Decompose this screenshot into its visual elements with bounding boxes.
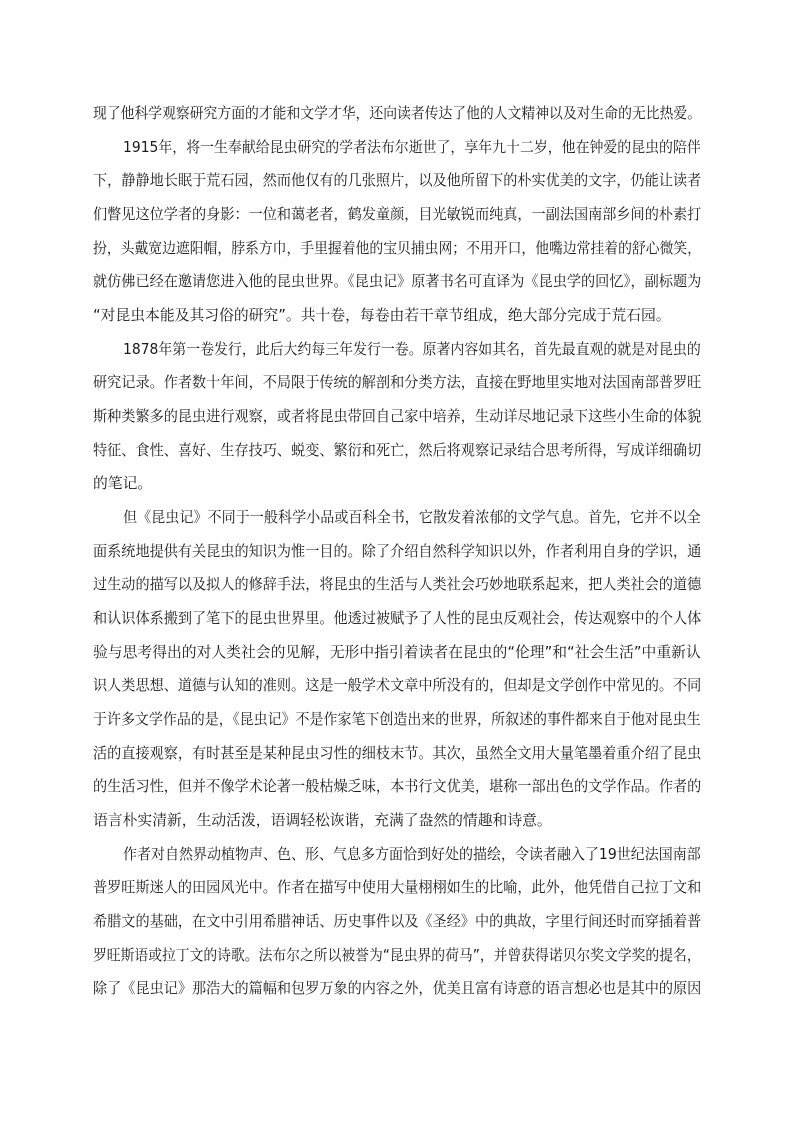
paragraph-line: 和认识体系搬到了笔下的昆虫世界里。他透过被赋予了人性的昆虫反观社会，传达观察中的个人体 — [93, 610, 702, 627]
paragraph-line: 斯种类繁多的昆虫进行观察，或者将昆虫带回自己家中培养，生动详尽地记录下这些小生命的体貌 — [93, 408, 702, 425]
paragraph-line: 希腊文的基础，在文中引用希腊神话、历史事件以及《圣经》中的典故，字里行间还时而穿插着普 — [93, 913, 702, 930]
paragraph-line: 过生动的描写以及拟人的修辞手法，将昆虫的生活与人类社会巧妙地联系起来，把人类社会的道德 — [93, 576, 702, 593]
paragraph-line: 们瞥见这位学者的身影：一位和蔼老者，鹤发童颜，目光敏锐而纯真，一副法国南部乡间的朴素打 — [93, 206, 702, 223]
paragraph-line: 普罗旺斯迷人的田园风光中。作者在描写中使用大量栩栩如生的比喻，此外，他凭借自己拉丁文和 — [93, 879, 702, 896]
paragraph-line: 现了他科学观察研究方面的才能和文学才华，还向读者传达了他的人文精神以及对生命的无比热爱。 — [93, 105, 702, 122]
paragraph-line: 的笔记。 — [93, 475, 153, 492]
paragraph-line: 1915年，将一生奉献给昆虫研究的学者法布尔逝世了，享年九十二岁，他在钟爱的昆虫的陪伴 — [123, 139, 701, 156]
paragraph-line: 识人类思想、道德与认知的准则。这是一般学术文章中所没有的，但却是文学创作中常见的。不同 — [93, 677, 702, 694]
paragraph-line: 下，静静地长眠于荒石园，然而他仅有的几张照片，以及他所留下的朴实优美的文字，仍能让读者 — [93, 172, 702, 189]
paragraph-line: 罗旺斯语或拉丁文的诗歌。法布尔之所以被誉为“昆虫界的荷马”，并曾获得诺贝尔奖文学奖的提名， — [93, 947, 701, 964]
paragraph-line: 1878年第一卷发行，此后大约每三年发行一卷。原著内容如其名，首先最直观的就是对昆虫的 — [123, 341, 701, 358]
paragraph-line: 于许多文学作品的是，《昆虫记》不是作家笔下创造出来的世界，所叙述的事件都来自于他对昆虫生 — [93, 711, 701, 728]
paragraph-line: 面系统地提供有关昆虫的知识为惟一目的。除了介绍自然科学知识以外，作者利用自身的学识，通 — [93, 543, 702, 560]
paragraph-line: 的生活习性，但并不像学术论著一般枯燥乏味，本书行文优美，堪称一部出色的文学作品。作者的 — [93, 778, 702, 795]
paragraph-line: 作者对自然界动植物声、色、形、气息多方面恰到好处的描绘，令读者融入了19世纪法国南部 — [123, 846, 701, 863]
paragraph-line: 研究记录。作者数十年间，不局限于传统的解剖和分类方法，直接在野地里实地对法国南部普罗旺 — [93, 374, 702, 391]
paragraph-line: 就仿佛已经在邀请您进入他的昆虫世界。《昆虫记》原著书名可直译为《昆虫学的回忆》，副标题为 — [93, 273, 702, 290]
paragraph-line: 语言朴实清新，生动活泼，语调轻松诙谐，充满了盎然的情趣和诗意。 — [93, 812, 552, 829]
paragraph-line: 验与思考得出的对人类社会的见解，无形中指引着读者在昆虫的“伦理”和“社会生活”中重新认 — [93, 644, 701, 661]
paragraph-line: 除了《昆虫记》那浩大的篇幅和包罗万象的内容之外，优美且富有诗意的语言想必也是其中的原因 — [93, 980, 702, 997]
paragraph-line: 活的直接观察，有时甚至是某种昆虫习性的细枝末节。其次，虽然全文用大量笔墨着重介绍了昆虫 — [93, 745, 702, 762]
paragraph-line: 扮，头戴宽边遮阳帽，脖系方巾，手里握着他的宝贝捕虫网；不用开口，他嘴边常挂着的舒心微笑， — [93, 240, 702, 257]
paragraph-line: 但《昆虫记》不同于一般科学小品或百科全书，它散发着浓郁的文学气息。首先，它并不以全 — [123, 509, 701, 526]
paragraph-line: “对昆虫本能及其习俗的研究”。共十卷，每卷由若干章节组成，绝大部分完成于荒石园。 — [93, 307, 671, 324]
paragraph-line: 特征、食性、喜好、生存技巧、蜕变、繁衍和死亡，然后将观察记录结合思考所得，写成详细确切 — [93, 442, 702, 459]
